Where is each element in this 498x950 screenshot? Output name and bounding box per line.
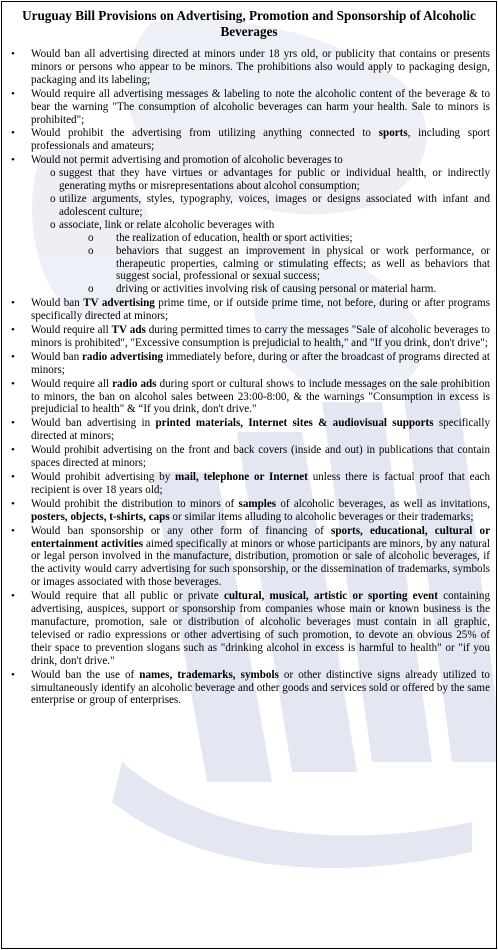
sub-sub-provision-list xyxy=(59,232,490,297)
provision-item xyxy=(8,48,490,87)
provision-text: Would require all advertising messages & labeling to note the alcoholic content of the beverage & to bear the warning "The consumption of alcoholic beverages can harm your health. Sale to minors is prohibited"; xyxy=(31,87,490,126)
provision-emphasis: mail, telephone or Internet xyxy=(175,471,308,483)
provision-text: Would ban xyxy=(31,350,82,363)
provision-item xyxy=(8,324,490,350)
provision-text: unless there is factual proof that each recipient is over 18 years old; xyxy=(31,471,490,496)
provision-emphasis: TV advertising xyxy=(83,297,155,310)
provision-emphasis: cultural, musical, artistic or sporting event xyxy=(223,590,438,603)
provision-text: containing advertising, auspices, support or sponsorship from companies whose main or known business is the manufacture, promotion, sale or distribution of alcoholic beverages must contain in all graphic, televised or radio expressions or other advertising of such promotion, to devote an obvious 25% of their space to prevention slogans such as "drinking alcohol in excess is harmful to health" or "if you drink, don't drive." xyxy=(31,590,490,667)
sub-provision-text: utilize arguments, styles, typography, voices, images or designs associated with infant and adolescent culture; xyxy=(59,192,490,218)
provision-item xyxy=(8,378,490,417)
document-frame xyxy=(1,1,497,949)
sub-provision-text: associate, link or relate alcoholic beverages with xyxy=(59,218,275,231)
sub-provision-text: suggest that they have virtues or advantages for public or individual health, or indirectly generating myths or misrepresentations about alcohol consumption; xyxy=(59,167,490,193)
sub-provision-list xyxy=(31,167,490,296)
provision-text: or similar items alluding to alcoholic beverages or their trademarks; xyxy=(169,510,474,523)
provision-text: specifically directed at minors; xyxy=(31,417,490,443)
sub-provision-item xyxy=(31,219,490,296)
provision-item xyxy=(8,498,490,524)
provision-item xyxy=(8,417,490,443)
provision-emphasis: radio ads xyxy=(112,377,157,390)
provision-text: during permitted times to carry the messages "Sale of alcoholic beverages to minors is prohibited", "Excessive consumption is prejudicial to health," and "If you drink, don't drive"; xyxy=(31,324,490,349)
provision-item xyxy=(8,590,490,667)
provision-item xyxy=(8,154,490,296)
provision-text: Would prohibit advertising on the front and back covers (inside and out) in publications that contain spaces directed at minors; xyxy=(31,444,490,470)
provision-text: Would require all xyxy=(31,377,113,390)
provision-text: Would prohibit advertising by xyxy=(31,471,176,483)
provision-text: prime time, or if outside prime time, not before, during or after programs specifically directed at minors; xyxy=(31,297,490,323)
provision-item xyxy=(8,444,490,470)
provision-text: of alcoholic beverages, as well as invitations, xyxy=(276,497,490,510)
provision-item xyxy=(8,297,490,323)
provision-text: Would ban advertising in xyxy=(31,417,156,430)
provision-text: or other distinctive signs already utilized to simultaneously identify an alcoholic beverage and other goods and services sold or offered by the same enterprise or group of enterprises. xyxy=(31,668,490,707)
provision-text: Would ban xyxy=(31,297,84,310)
provision-item xyxy=(8,351,490,377)
provision-item xyxy=(8,88,490,127)
sub-sub-provision-item: o the realization of education, health or sport activities; xyxy=(59,232,490,245)
provision-text: immediately before, during or after the broadcast of programs directed at minors; xyxy=(31,350,490,376)
sub-provision-item xyxy=(31,167,490,193)
provision-emphasis: printed materials, Internet sites & audiovisual supports xyxy=(155,417,434,430)
provision-emphasis: names, trademarks, symbols xyxy=(139,668,279,681)
provision-emphasis: posters, objects, t-shirts, caps xyxy=(31,510,170,523)
sub-bullet: o xyxy=(50,167,56,180)
document-title: Uruguay Bill Provisions on Advertising, Promotion and Sponsorship of Alcoholic Beverages xyxy=(22,8,476,39)
provision-item xyxy=(8,669,490,708)
provision-text: Would ban sponsorship or any other form of financing of xyxy=(31,524,332,537)
provision-emphasis: sports xyxy=(378,127,408,140)
sub-provision-item xyxy=(31,193,490,219)
provision-text: , including sport professionals and amateurs; xyxy=(31,127,490,153)
provision-text: Would require all xyxy=(31,324,112,337)
provision-text: during sport or cultural shows to include messages on the sale prohibition to minors, the ban on alcohol sales between 23:00-8:00, & the warnings "Consumption in excess is prejudicial to health" & “If you drink, don't drive." xyxy=(31,377,490,416)
sub-sub-provision-item: o driving or activities involving risk of causing personal or material harm. xyxy=(59,283,490,296)
provision-text: aimed specifically at minors or whose participants are minors, by any natural or legal person involved in the manufacture, distribution, promotion or sale of alcoholic beverages, if the activity would carry advertising for such sponsorship, or the dissemination of trademarks, symbols or images associated with those beverages. xyxy=(31,537,490,589)
provision-item xyxy=(8,127,490,153)
provision-text: Would ban all advertising directed at minors under 18 yrs old, or publicity that contains or presents minors or persons who appear to be minors. The prohibitions also would apply to packaging design, packaging and its labeling; xyxy=(31,48,490,86)
provisions-list xyxy=(8,48,490,707)
sub-bullet: o xyxy=(50,218,56,231)
provision-text: Would ban the use of xyxy=(31,668,140,681)
provision-emphasis: sports, educational, cultural or entertainment activities xyxy=(31,524,490,550)
provision-item xyxy=(8,471,490,497)
provision-text: Would require that all public or private xyxy=(31,590,224,603)
provision-emphasis: radio advertising xyxy=(81,350,164,363)
provision-emphasis: samples xyxy=(238,497,277,510)
provision-emphasis: TV ads xyxy=(111,324,146,337)
sub-bullet: o xyxy=(50,192,56,205)
provision-text: Would not permit advertising and promotion of alcoholic beverages to xyxy=(31,154,343,167)
provision-item xyxy=(8,525,490,590)
sub-sub-provision-item: o behaviors that suggest an improvement in physical or work performance, or therapeutic properties, calming or stimulating effects; as well as behaviors that suggest social, professional or sexual success; xyxy=(59,245,490,284)
provision-text: Would prohibit the advertising from utilizing anything connected to xyxy=(31,127,379,140)
provision-text: Would prohibit the distribution to minors of xyxy=(31,497,239,510)
